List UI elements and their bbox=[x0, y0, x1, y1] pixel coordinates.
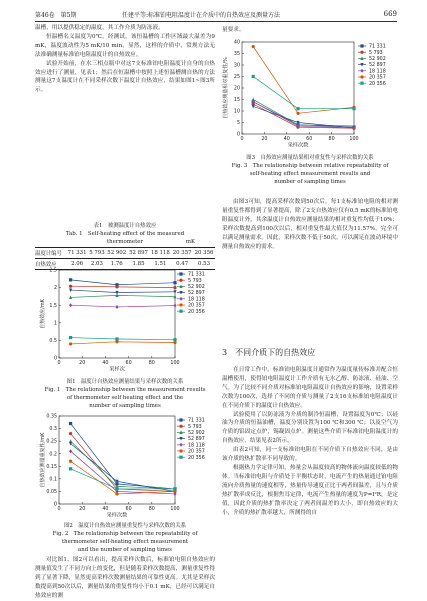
legend-label: 52 897 bbox=[188, 437, 205, 443]
table-cell: 1.85 bbox=[128, 259, 150, 270]
data-point bbox=[179, 449, 182, 452]
running-header bbox=[0, 0, 427, 19]
series-line bbox=[71, 305, 175, 307]
paragraph: 由图3可知，提高采样次数到50次后，每1支标准铂电阻的相对测量重复性都得到了显著提高，除了2支自热效应仅有0.5 mK的标准铂电阻温度计外，其余温度计自热效应测量结果的相对重复性均低于10%；采样次数提高到100次以后，相对重复性最大值仅为11.57%，完全可以满足测量需求。因此，采样次数不低于50次，可以满足在波动环境中测量自热效应的需求。 bbox=[222, 199, 398, 250]
x-tick-label: 40 bbox=[283, 137, 290, 142]
data-point bbox=[69, 336, 72, 339]
y-tick-label: 1 bbox=[53, 321, 57, 327]
y-axis-label: 自热效应测量相对重复性/% bbox=[223, 57, 229, 119]
data-point bbox=[179, 456, 182, 459]
series-line bbox=[71, 342, 175, 344]
table-cell: 18 118 bbox=[149, 248, 171, 259]
issue-label: 第46卷 第5期 bbox=[35, 12, 77, 19]
table-cell: 52 902 bbox=[106, 248, 128, 259]
x-axis-label: 采样次 bbox=[109, 366, 125, 373]
series-line bbox=[71, 286, 175, 287]
paragraph: 根据热力学定律可知，热量会从温度较高的物体流向温度较低的物体。当标准铂电阻与介质处于平衡状态时，电流产生的热量通过铂电阻流向介质热量的速度相等，热量传导速度正比于两者间温差，且与介质热扩散率成反比，根据焦耳定律，电流产生热量的速度为P=I²R，是定值，因此介质的热扩散率决定了两者间温差的大小，即自热效应的大小，介质的热扩散率越大，所测得的自 bbox=[222, 464, 398, 516]
figure3-caption bbox=[222, 154, 398, 186]
x-tick-label: 100 bbox=[170, 361, 180, 366]
series-line bbox=[71, 295, 175, 297]
figure2-caption bbox=[35, 522, 215, 554]
data-point bbox=[296, 107, 299, 110]
x-tick-label: 80 bbox=[148, 507, 155, 512]
y-tick-label: 0.05 bbox=[46, 490, 57, 496]
y-tick-label: 1.5 bbox=[49, 303, 57, 309]
x-tick-label: 60 bbox=[125, 361, 132, 366]
legend-label: 20 356 bbox=[188, 455, 205, 461]
figure1-caption-en-3: number of sampling times bbox=[89, 403, 161, 409]
data-point bbox=[69, 432, 72, 435]
x-axis-label: 采样次数 bbox=[287, 142, 309, 149]
data-point bbox=[69, 303, 72, 307]
data-point bbox=[360, 51, 363, 54]
y-tick-label: 2 bbox=[53, 286, 57, 292]
running-title: 任建平等:标准铂电阻温度计在介质中的自热效应及测量方法 bbox=[122, 12, 281, 19]
y-tick-label: 10 bbox=[233, 109, 240, 115]
data-point bbox=[115, 487, 118, 490]
x-tick-label: 0 bbox=[57, 361, 61, 366]
paragraph: 量要求。 bbox=[222, 27, 245, 33]
x-tick-label: 20 bbox=[261, 137, 268, 142]
y-tick-label: 40 bbox=[233, 40, 240, 46]
series-line bbox=[71, 280, 175, 285]
data-point bbox=[173, 286, 176, 289]
data-point bbox=[69, 285, 72, 288]
data-point bbox=[252, 45, 255, 48]
table1-caption-en-1: Tab. 1 Self-heating effect of the measured bbox=[65, 231, 185, 237]
data-point bbox=[173, 487, 176, 490]
y-tick-label: 0 bbox=[236, 132, 240, 138]
data-point bbox=[179, 279, 182, 282]
y-tick-label: 0.2 bbox=[49, 452, 57, 458]
table-cell: 52 897 bbox=[128, 248, 150, 259]
data-point bbox=[69, 460, 72, 463]
legend-label: 52 897 bbox=[369, 63, 386, 69]
data-point bbox=[179, 272, 182, 275]
legend-label: 52 902 bbox=[369, 57, 386, 62]
series-line bbox=[71, 338, 175, 340]
figure2-caption-en-3: and the number of sampling times bbox=[78, 547, 172, 553]
figure1-caption bbox=[35, 378, 215, 410]
paragraph: 对比图1、图2可以看出，提高采样次数后，标准铂电阻自热效应的测量值发生了不同方向上的变化，但是随着采样次数提高，测量重复性得到了显著下降，显然更高采样次数测量结果的可靠性更高。尤其是采样次数提高到50次以后，测量结果的重复性均小于0.1 mK，已经可以满足自热效应的测 bbox=[35, 557, 215, 599]
table-cell: 1.76 bbox=[106, 259, 128, 270]
data-point bbox=[69, 278, 72, 281]
page-number: 669 bbox=[383, 10, 397, 18]
legend-label: 71 331 bbox=[369, 44, 386, 50]
figure2-chart bbox=[35, 412, 215, 522]
data-point bbox=[115, 285, 118, 288]
legend-label: 18 118 bbox=[369, 69, 386, 75]
series-line bbox=[71, 434, 175, 492]
y-tick-label: 0.5 bbox=[49, 339, 57, 344]
figure2-caption-en-1: Fig. 2 The relationship between the repeatability of bbox=[52, 531, 198, 537]
series-line bbox=[71, 290, 175, 292]
x-tick-label: 0 bbox=[57, 507, 61, 512]
plot-frame bbox=[242, 42, 354, 134]
figure3-caption-en-1: Fig. 3 The relationship between relative repeatability of bbox=[231, 163, 389, 169]
figure3-caption-cn: 图3 自热效应测量结果相对重复性与采样次数的关系 bbox=[246, 155, 374, 161]
table-cell: 0.47 bbox=[171, 259, 193, 270]
legend-label: 71 331 bbox=[188, 418, 205, 424]
table-cell: 5 793 bbox=[88, 248, 106, 259]
legend-label: 20 357 bbox=[369, 75, 386, 81]
series-line bbox=[71, 469, 175, 489]
section-title: 3 不同介质下的自热效应 bbox=[222, 348, 316, 357]
y-tick-label: 15 bbox=[233, 98, 240, 104]
y-tick-label: 30 bbox=[233, 63, 240, 69]
y-tick-label: 5 bbox=[236, 121, 240, 127]
y-tick-label: 0.25 bbox=[46, 439, 57, 445]
data-point bbox=[179, 303, 182, 306]
data-point bbox=[173, 281, 176, 284]
figure3-chart bbox=[222, 38, 398, 152]
table1-caption-cn: 表1 被测温度计自热效应 bbox=[93, 223, 157, 229]
data-point bbox=[115, 492, 118, 495]
data-point bbox=[69, 342, 72, 345]
data-point bbox=[360, 82, 363, 85]
data-point bbox=[179, 425, 182, 428]
table1-caption bbox=[35, 222, 215, 246]
legend-label: 5 793 bbox=[188, 278, 202, 284]
header-rule bbox=[35, 21, 397, 22]
legend-label: 71 331 bbox=[188, 272, 205, 278]
x-tick-label: 80 bbox=[328, 137, 335, 142]
x-tick-label: 20 bbox=[79, 361, 86, 366]
data-point bbox=[179, 443, 182, 447]
x-tick-label: 80 bbox=[148, 361, 155, 366]
legend-label: 52 902 bbox=[188, 285, 205, 290]
y-tick-label: 0.15 bbox=[46, 464, 57, 470]
legend-label: 18 118 bbox=[188, 297, 205, 303]
figure3-caption-en-2: self-heating effect measurement results and bbox=[249, 171, 371, 177]
data-point bbox=[173, 341, 176, 344]
figure3-caption-en-3: number of sampling times bbox=[274, 179, 346, 185]
y-tick-label: 0.35 bbox=[46, 414, 57, 420]
x-tick-label: 0 bbox=[240, 137, 244, 142]
data-point bbox=[173, 338, 176, 341]
table-cell: 71 331 bbox=[66, 248, 88, 259]
x-tick-label: 20 bbox=[79, 507, 86, 512]
data-point bbox=[179, 418, 182, 421]
legend-label: 20 357 bbox=[188, 303, 205, 309]
data-point bbox=[360, 44, 363, 47]
paragraph: 恒温槽名义温度为0℃，经测试，该恒温槽的工作区域最大温差为9 mK，温度波动性为5 mK/10 min，显然，这样的介质中，常规方法无法准确测量标准铂电阻温度计的自热效应。 bbox=[35, 33, 215, 58]
table1-unit: mK bbox=[185, 239, 195, 245]
paragraph: 温槽，用以提供稳定的温度，其工作介质为防冻液。 bbox=[35, 25, 164, 31]
table-row-header: 自热效应 bbox=[35, 259, 66, 270]
legend-label: 20 356 bbox=[369, 81, 386, 87]
paragraph: 试验使用了以防冻液为介质的制冷恒温槽，设置温度为0℃；以硅油为介质的恒温油槽，温度分别设置为100 ℃和300 ℃；以及空气为介质的铝固定点炉，锡凝固点炉。测量这些介质下标准铂电阻温度计的自热效应，结果见表2所示。 bbox=[222, 411, 398, 445]
data-point bbox=[69, 442, 72, 446]
left-column-top-text bbox=[35, 24, 215, 95]
data-point bbox=[115, 340, 118, 343]
figure1-caption-en-1: Fig. 1 The relationship between the measurement results bbox=[44, 387, 206, 393]
y-tick-label: 0 bbox=[53, 356, 57, 362]
y-tick-label: 0.1 bbox=[49, 477, 57, 483]
series-line bbox=[253, 47, 354, 114]
y-tick-label: 25 bbox=[233, 75, 240, 81]
legend-label: 20 357 bbox=[188, 449, 205, 455]
y-tick-label: 0 bbox=[53, 502, 57, 508]
figure1-caption-en-2: of thermometer self heating effect and the bbox=[66, 395, 184, 401]
data-point bbox=[69, 422, 72, 425]
data-point bbox=[179, 297, 182, 301]
data-point bbox=[115, 337, 118, 340]
x-tick-label: 60 bbox=[125, 507, 132, 512]
x-tick-label: 100 bbox=[170, 507, 180, 512]
data-point bbox=[296, 112, 299, 115]
figure1-caption-cn: 图1 温度计自热效应测量结果与采样次数的关系 bbox=[66, 379, 184, 385]
figure1-chart bbox=[35, 266, 215, 376]
table-row-header: 温度计编号 bbox=[35, 248, 66, 259]
legend-label: 20 356 bbox=[188, 309, 205, 315]
paragraph: 在日常工作中，标准铂电阻温度计通常作为温度量传标准并配合恒温槽使用，使得铂电阻温度计工作介质有无水乙醇、防冻液、硅油、空气。为了比较不同介质对标准铂电阻温度计自热效应的影响，设置采样次数为100次，选择了不同的介质与测量了2支16支标准铂电阻温度计在不同介质下的温度计自热效应。 bbox=[222, 367, 398, 409]
x-tick-label: 100 bbox=[349, 137, 359, 142]
table1-caption-en-2: thermometer bbox=[107, 239, 143, 245]
x-axis-label: 采样次数 bbox=[106, 512, 128, 519]
data-point bbox=[360, 75, 363, 78]
x-tick-label: 60 bbox=[306, 137, 313, 142]
right-column-bottom-text bbox=[222, 366, 398, 517]
y-tick-label: 2.5 bbox=[49, 268, 57, 274]
data-point bbox=[115, 305, 118, 309]
paragraph: 由表2可知，同一支标准铂电阻在不同介质下自热效应不同，是由该介质的热扩散率不同导致的。 bbox=[222, 447, 398, 463]
legend-label: 52 897 bbox=[188, 291, 205, 297]
x-tick-label: 40 bbox=[102, 361, 109, 366]
table-cell: 20 357 bbox=[171, 248, 193, 259]
legend-label: 52 902 bbox=[188, 431, 205, 436]
y-tick-label: 0.3 bbox=[49, 427, 57, 433]
table-cell: 0.53 bbox=[193, 259, 215, 270]
series-line bbox=[253, 77, 354, 109]
paragraph: 试验开始前，在水三相点瓶中对这7支标准铂电阻温度计自身的自热效应进行了测量，见表1；然后在恒温槽中按照上述恒温槽测自热的方法测量这7支温度计在不同采样次数下温度计自热效应，结果如图1~图3所示。 bbox=[35, 60, 215, 94]
series-line bbox=[253, 102, 354, 128]
table-cell: 20 356 bbox=[193, 248, 215, 259]
legend-label: 5 793 bbox=[188, 424, 202, 430]
y-tick-label: 20 bbox=[233, 86, 240, 92]
table-cell: 1.51 bbox=[149, 259, 171, 270]
figure2-caption-en-2: thermometer self-heating effect measurement bbox=[62, 539, 188, 545]
table-cell: 2.03 bbox=[88, 259, 106, 270]
data-point bbox=[360, 69, 363, 73]
legend-label: 18 118 bbox=[188, 443, 205, 449]
legend-label: 5 793 bbox=[369, 50, 383, 56]
x-tick-label: 40 bbox=[102, 507, 109, 512]
data-point bbox=[352, 107, 355, 110]
right-column-mid-text bbox=[222, 198, 398, 251]
table-cell: 2.06 bbox=[66, 259, 88, 270]
data-point bbox=[179, 310, 182, 313]
data-point bbox=[173, 304, 176, 308]
y-axis-label: 自热效应/mK bbox=[40, 299, 46, 329]
right-column-top-text bbox=[222, 26, 398, 35]
y-tick-label: 35 bbox=[233, 52, 240, 58]
data-point bbox=[69, 467, 72, 470]
y-axis-label: 自热效应测量重复性/mK bbox=[40, 432, 46, 488]
left-column-bottom-text bbox=[35, 556, 215, 601]
data-point bbox=[252, 75, 255, 78]
figure2-caption-cn: 图2 温度计自热效应测量重复性与采样次数的关系 bbox=[63, 523, 187, 529]
